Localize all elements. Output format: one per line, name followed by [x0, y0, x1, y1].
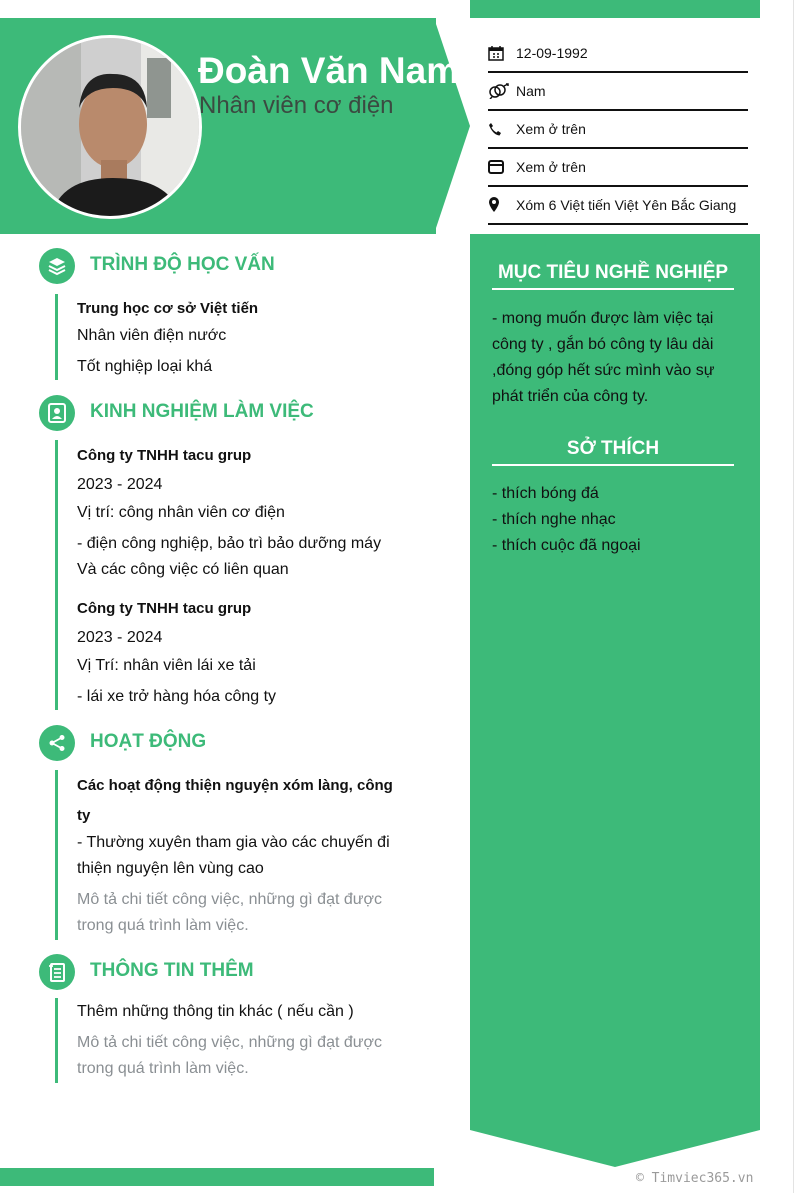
education-school: Trung học cơ sở Việt tiến [77, 300, 259, 317]
candidate-name: Đoàn Văn Nam [198, 50, 460, 91]
objective-line: - mong muốn được làm việc tại [492, 310, 714, 327]
right-column [470, 234, 760, 1130]
activities-line [55, 770, 58, 940]
education-line [55, 294, 58, 380]
education-major: Nhân viên điện nước [77, 327, 227, 344]
avatar [18, 35, 202, 219]
document-icon [39, 954, 75, 990]
id-card-icon [39, 395, 75, 431]
gender-icon [488, 83, 516, 99]
avatar-photo [21, 38, 199, 216]
hobby-item: - thích nghe nhạc [492, 511, 616, 528]
phone-row [488, 110, 748, 149]
page-edge [793, 0, 794, 1193]
job-company: Công ty TNHH tacu grup [77, 600, 252, 617]
education-heading: TRÌNH ĐỘ HỌC VẤN [90, 254, 275, 275]
job-description: - lái xe trở hàng hóa công ty [77, 688, 277, 705]
job-period: 2023 - 2024 [77, 476, 163, 493]
objective-heading: MỤC TIÊU NGHỀ NGHIỆP [492, 262, 734, 290]
activities-heading: HOẠT ĐỘNG [90, 731, 207, 752]
job-description: - điện công nghiệp, bảo trì bảo dưỡng máy [77, 535, 382, 552]
hobbies-heading: SỞ THÍCH [492, 438, 734, 466]
address-value: Xóm 6 Việt tiến Việt Yên Bắc Giang [516, 196, 737, 213]
job-period: 2023 - 2024 [77, 629, 163, 646]
objective-text [492, 306, 740, 410]
experience-heading: KINH NGHIỆM LÀM VIỆC [90, 401, 314, 422]
right-column-arrow [470, 1130, 760, 1167]
hobby-item: - thích bóng đá [492, 485, 599, 502]
gender-value: Nam [516, 82, 546, 99]
objective-line: công ty , gắn bó công ty lâu dài [492, 336, 714, 353]
share-icon [39, 725, 75, 761]
activity-description: - Thường xuyên tham gia vào các chuyến đi [77, 834, 390, 851]
additional-placeholder: Mô tả chi tiết công việc, những gì đạt được [77, 1034, 382, 1051]
experience-line [55, 440, 58, 710]
hobbies-list [492, 481, 740, 559]
email-row [488, 148, 748, 187]
activity-description: thiện nguyện lên vùng cao [77, 860, 264, 877]
objective-line: ,đóng góp hết sức mình vào sự [492, 362, 715, 379]
calendar-icon [488, 45, 516, 61]
address-row [488, 186, 748, 225]
envelope-icon [488, 160, 516, 174]
hobby-item: - thích cuộc đã ngoại [492, 537, 641, 554]
watermark: © Timviec365.vn [636, 1171, 754, 1186]
map-pin-icon [488, 197, 516, 213]
birthdate-value: 12-09-1992 [516, 44, 588, 61]
candidate-title: Nhân viên cơ điện [199, 92, 394, 119]
education-result: Tốt nghiệp loại khá [77, 358, 213, 375]
additional-heading: THÔNG TIN THÊM [90, 960, 254, 981]
books-icon [39, 248, 75, 284]
job-position: Vị trí: công nhân viên cơ điện [77, 504, 285, 521]
job-company: Công ty TNHH tacu grup [77, 447, 252, 464]
activity-title-cont: ty [77, 807, 91, 824]
gender-row [488, 72, 748, 111]
additional-line [55, 998, 58, 1083]
email-value: Xem ở trên [516, 158, 586, 175]
additional-text: Thêm những thông tin khác ( nếu cần ) [77, 1003, 354, 1020]
phone-icon [488, 122, 516, 136]
job-position: Vị Trí: nhân viên lái xe tải [77, 657, 256, 674]
birthdate-row [488, 34, 748, 73]
bottom-bar [0, 1168, 434, 1186]
activity-placeholder: trong quá trình làm việc. [77, 917, 249, 934]
right-top-bar [470, 0, 760, 18]
activity-placeholder: Mô tả chi tiết công việc, những gì đạt được [77, 891, 382, 908]
job-description: Và các công việc có liên quan [77, 561, 289, 578]
activity-title: Các hoạt động thiện nguyện xóm làng, công [77, 777, 393, 794]
phone-value: Xem ở trên [516, 120, 586, 137]
additional-placeholder: trong quá trình làm việc. [77, 1060, 249, 1077]
objective-line: phát triển của công ty. [492, 388, 649, 405]
